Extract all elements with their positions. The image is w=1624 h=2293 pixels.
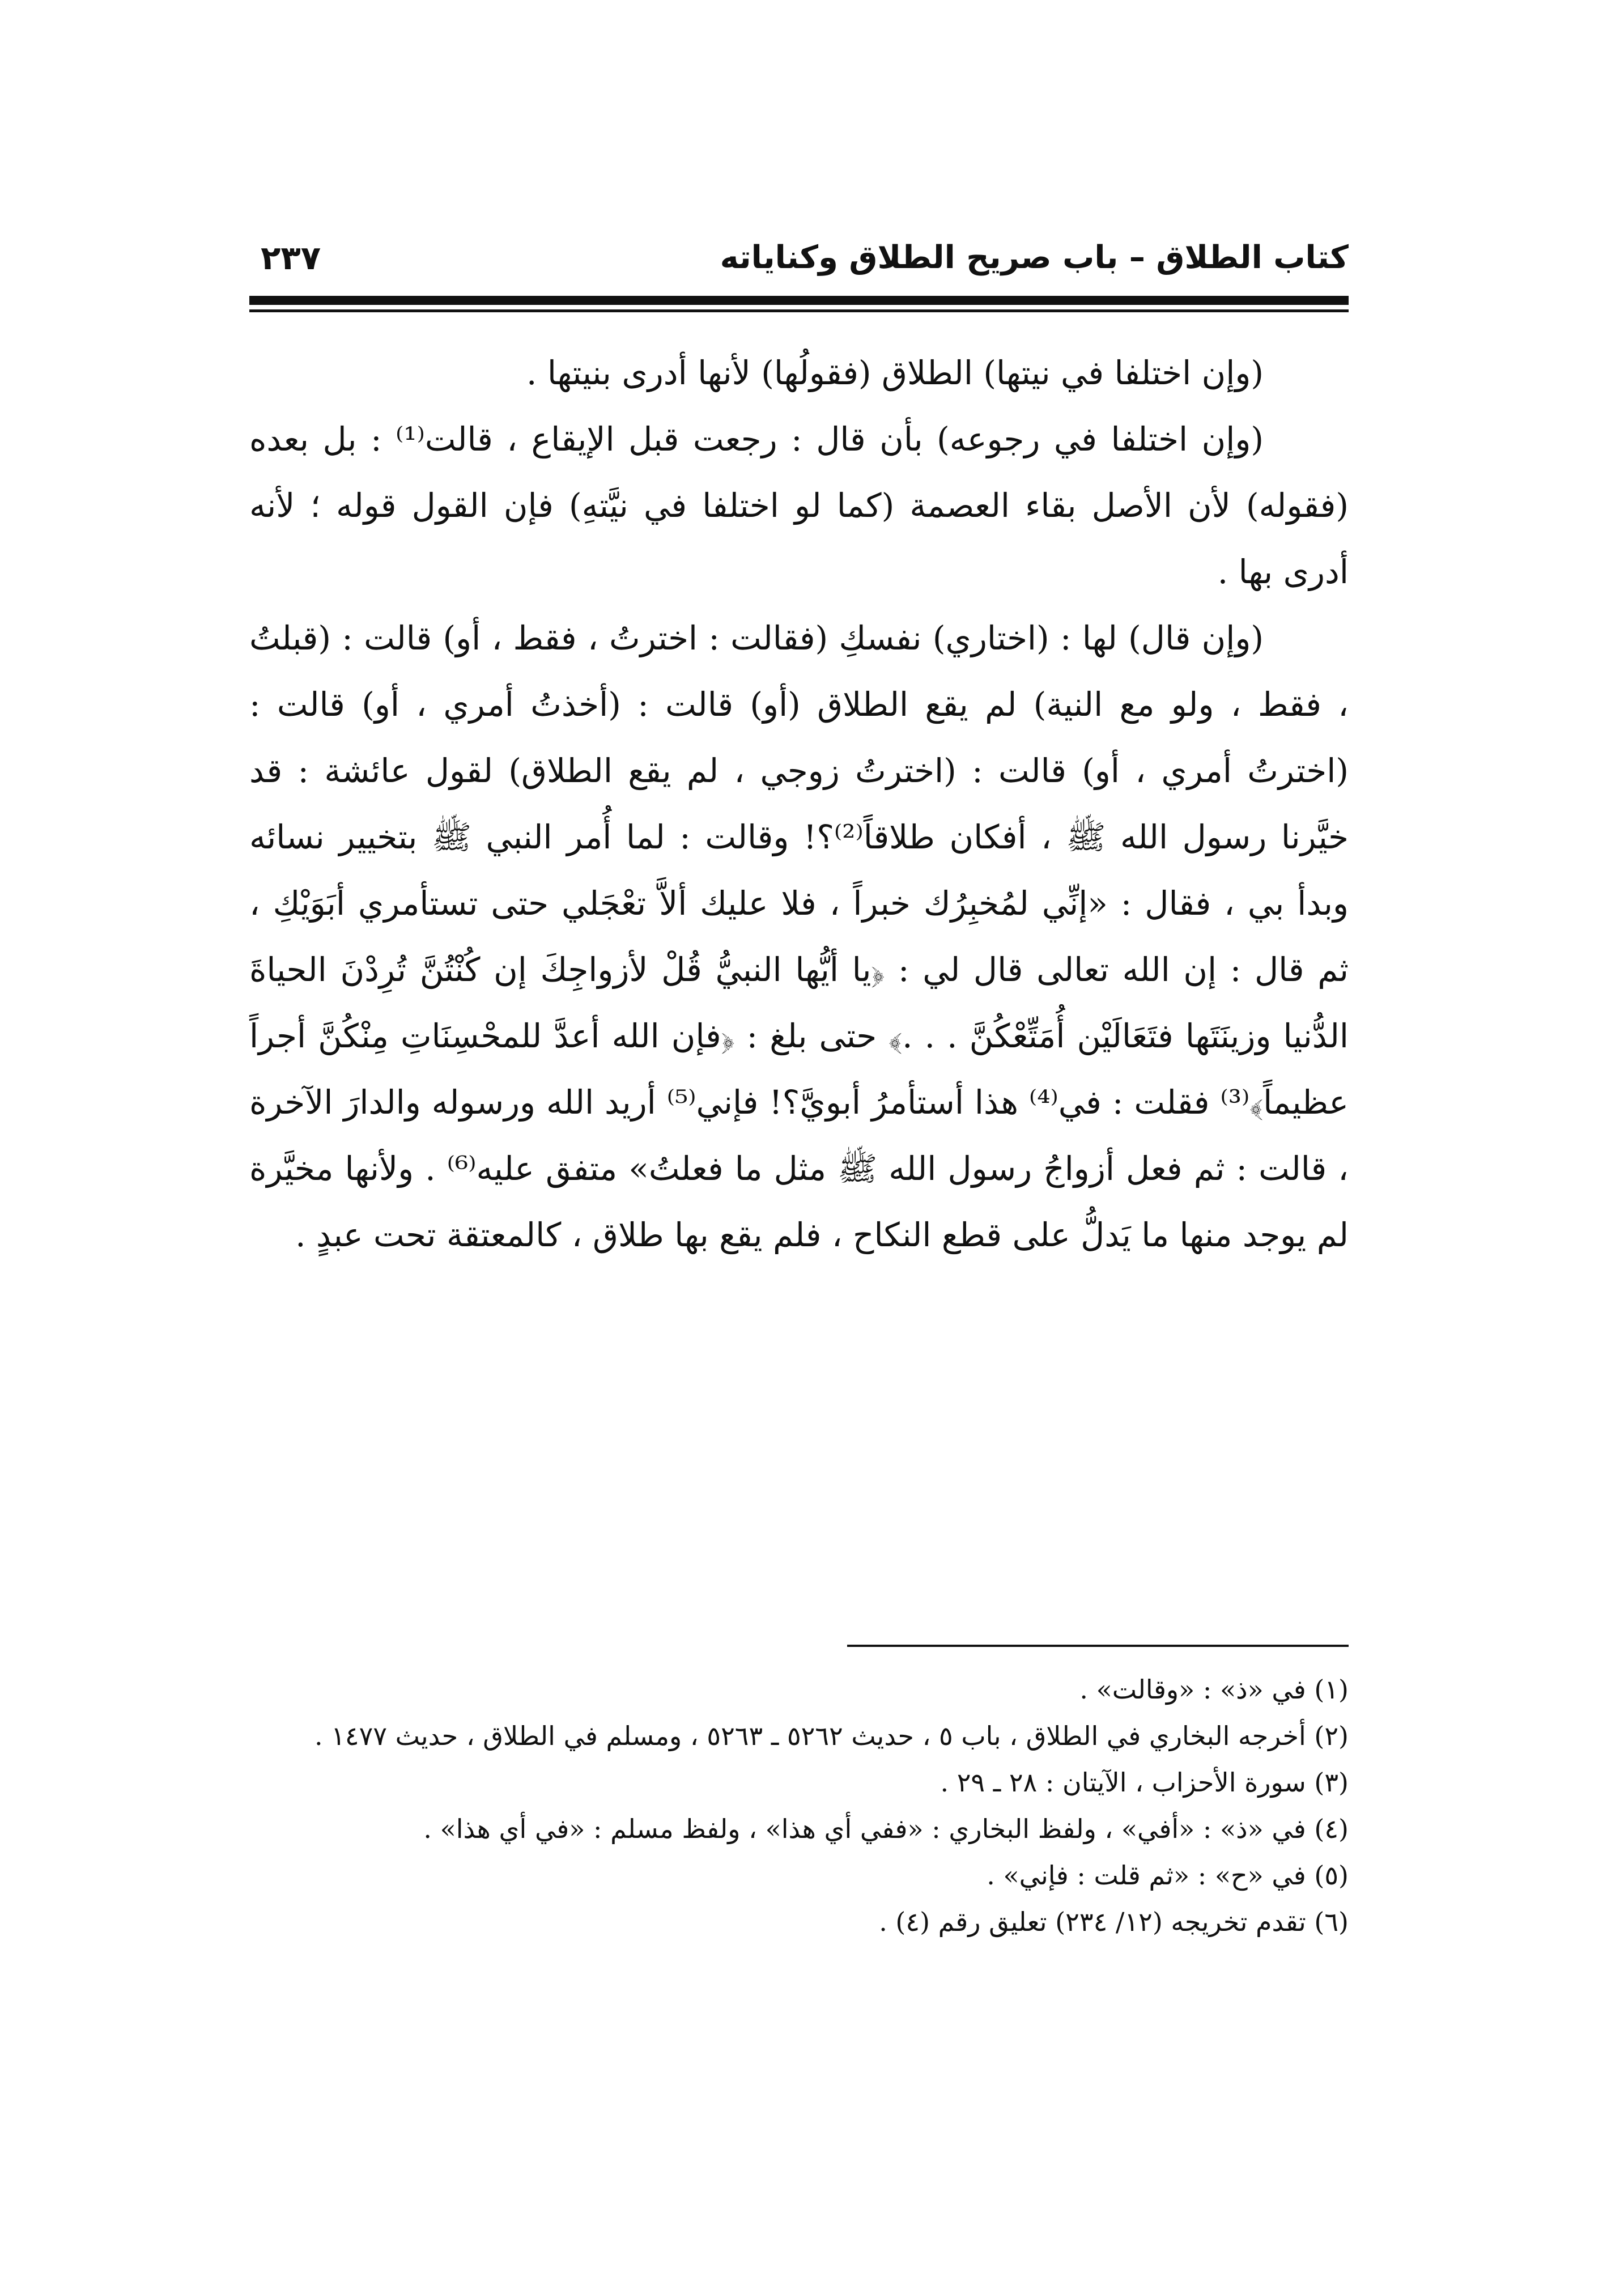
footnotes — [249, 1666, 1349, 1945]
footnote-4: (٤) في «ذ» : «أفي» ، ولفظ البخاري : «ففي أي هذا» ، ولفظ مسلم : «في أي هذا» . — [423, 1814, 1349, 1844]
page-number: ٢٣٧ — [261, 239, 321, 277]
running-header — [249, 227, 1349, 289]
footnote-5: (٥) في «ح» : «ثم قلت : فإني» . — [987, 1860, 1349, 1891]
header-rule-thin — [249, 309, 1349, 312]
main-text — [249, 340, 1349, 1268]
header-rule-thick — [249, 296, 1349, 305]
header-title: كتاب الطلاق – باب صريح الطلاق وكناياته — [720, 239, 1349, 276]
paragraph-1: (وإن اختلفا في نيتها) الطلاق (فقولُها) لأنها أدرى بنيتها . — [526, 354, 1264, 392]
footnote-3: (٣) سورة الأحزاب ، الآيتان : ٢٨ ـ ٢٩ . — [940, 1767, 1349, 1798]
footnote-2: (٢) أخرجه البخاري في الطلاق ، باب ٥ ، حديث ٥٢٦٢ ـ ٥٢٦٣ ، ومسلم في الطلاق ، حديث ١٤٧٧ . — [314, 1721, 1349, 1751]
paragraph-2: (وإن اختلفا في رجوعه) بأن قال : رجعت قبل الإيقاع ، قالت⁽¹⁾ : بل بعده (فقوله) لأن الأصل بقاء العصمة (كما لو اختلفا في نيَّتهِ) فإن القول قوله ؛ لأنه أدرى بها . — [249, 420, 1349, 591]
paragraph-3: (وإن قال) لها : (اختاري) نفسكِ (فقالت : اخترتُ ، فقط ، أو) قالت : (قبلتُ ، فقط ، ولو مع النية) لم يقع الطلاق (أو) قالت : (أخذتُ أمري ، أو) قالت : (اخترتُ أمري ، أو) قالت : (اخترتُ زوجي ، لم يقع الطلاق) لقول عائشة : قد خيَّرنا رسول الله ﷺ ، أفكان طلاقاً⁽²⁾؟! وقالت : لما أُمر النبي ﷺ بتخيير نسائه وبدأ بي ، فقال : «إنِّي لمُخبِرُك خبراً ، فلا عليك ألاَّ تعْجَلي حتى تستأمري أبَوَيْكِ ، ثم قال : إن الله تعالى قال لي : ﴿يا أيُّها النبيُّ قُلْ لأزواجِكَ إن كُنْتُنَّ تُرِدْنَ الحياةَ الدُّنيا وزينَتَها فتَعَالَيْن أُمَتِّعْكُنَّ . . .﴾ حتى بلغ : ﴿فإن الله أعدَّ للمحْسِنَاتِ مِنْكُنَّ أجراً عظيماً﴾⁽³⁾ فقلت : في⁽⁴⁾ هذا أستأمرُ أبويَّ؟! فإني⁽⁵⁾ أريد الله ورسوله والدارَ الآخرة ، قالت : ثم فعل أزواجُ رسول الله ﷺ مثل ما فعلتُ» متفق عليه⁽⁶⁾ . ولأنها مخيَّرة لم يوجد منها ما يَدلُّ على قطع النكاح ، فلم يقع بها طلاق ، كالمعتقة تحت عبدٍ . — [249, 619, 1349, 1254]
footnote-1: (١) في «ذ» : «وقالت» . — [1079, 1674, 1349, 1705]
footnote-separator — [847, 1645, 1349, 1647]
footnote-6: (٦) تقدم تخريجه (١٢/ ٢٣٤) تعليق رقم (٤) . — [879, 1906, 1349, 1937]
